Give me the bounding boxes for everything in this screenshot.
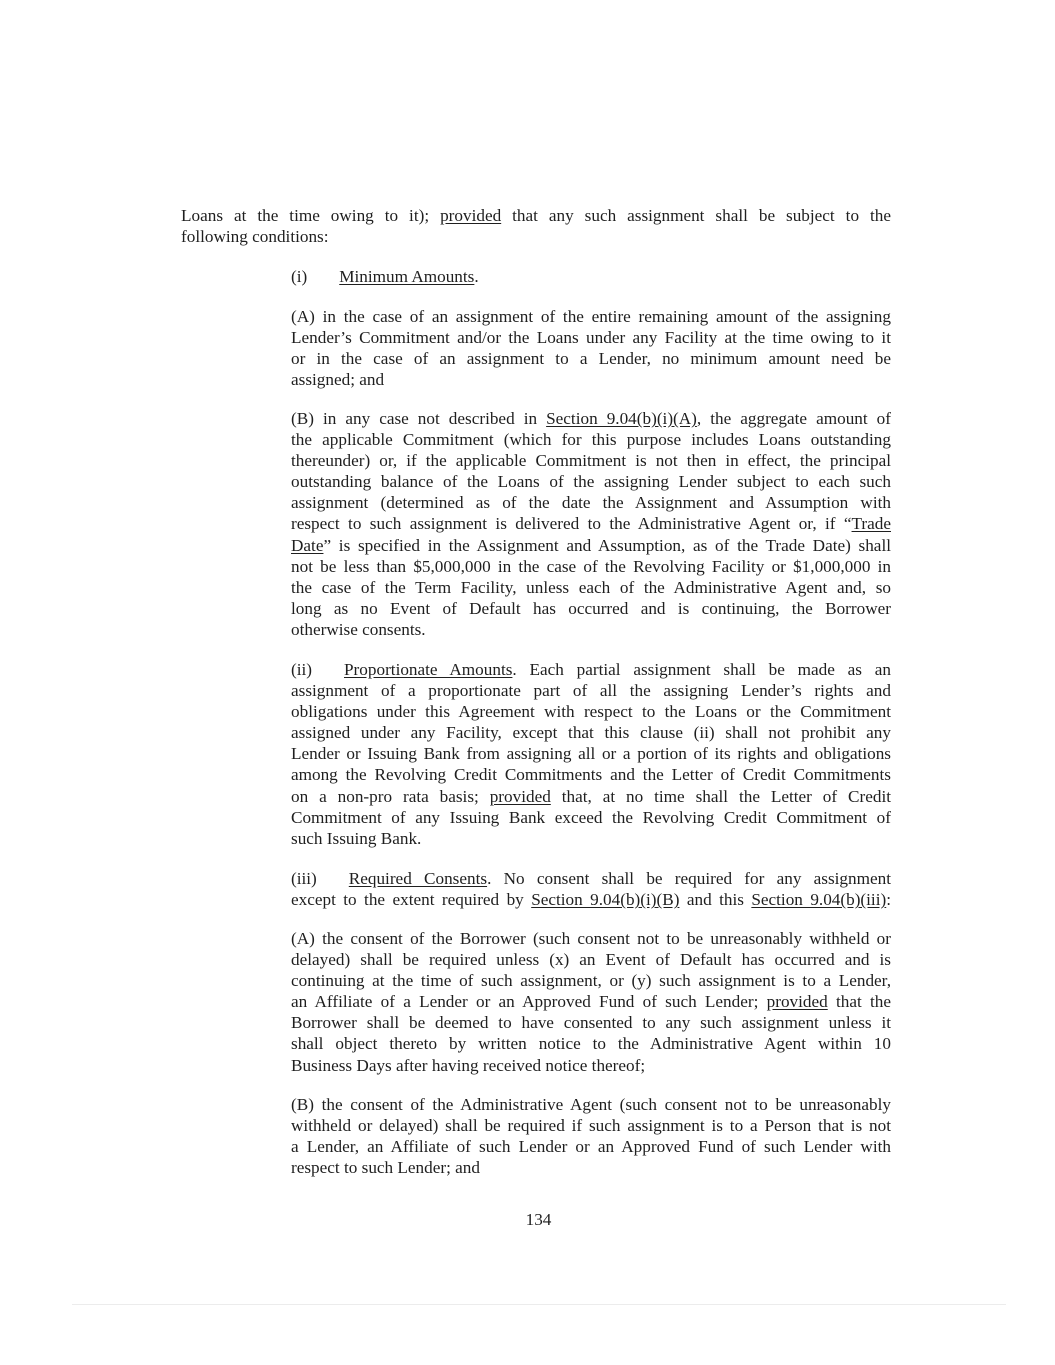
intro-paragraph	[181, 205, 891, 247]
section-ii-number: (ii)	[291, 660, 312, 679]
footer-divider	[72, 1304, 1006, 1305]
required-consents-paragraph-a: (A) the consent of the Borrower (such consent not to be unreasonably withheld or delayed) shall be required unless (x) an Event of Default has occurred and is continuing at the time of such assignment, or (y) such assignment is to a Lender, an Affiliate of a Lender or an Approved Fund of such Lender; provided that the Borrower shall be deemed to have consented to any such assignment unless it shall object thereto by written notice to the Administrative Agent within 10 Business Days after having received notice thereof;	[291, 929, 891, 1075]
trade-date-term: Trade	[851, 514, 891, 534]
provided-term: provided	[440, 206, 502, 225]
section-ii-paragraph: (ii) Proportionate Amounts. Each partial assignment shall be made as an assignment of a proportionate part of all the assigning Lender’s rights and obligations under this Agreement with respect to the Loans or the Commitment assigned under any Facility, except that this clause (ii) shall not prohibit any Lender or Issuing Bank from assigning all or a portion of its rights and obligations among the Revolving Credit Commitments and the Letter of Credit Commitments on a non-pro rata basis; provided that, at no time shall the Letter of Credit Commitment of any Issuing Bank exceed the Revolving Credit Commitment of such Issuing Bank.	[291, 660, 891, 848]
intro-line-2: following conditions:	[181, 227, 329, 247]
section-i-title: Minimum Amounts	[339, 267, 475, 286]
required-consents-paragraph-b: (B) the consent of the Administrative Agent (such consent not to be unreasonably withheld or delayed) shall be required if such assignment is to a Person that is not a Lender, an Affiliate of such Lender or an Approved Fund of such Lender with respect to such Lender; and	[291, 1095, 891, 1178]
provided-term: provided	[766, 992, 828, 1012]
section-ref-link[interactable]: Section 9.04(b)(i)(A)	[546, 409, 697, 428]
provided-term: provided	[489, 786, 551, 806]
section-i-number: (i)	[291, 267, 308, 286]
section-iii-title: Required Consents	[348, 869, 488, 888]
minimum-amounts-paragraph-b: (B) in any case not described in Section 9.04(b)(i)(A), the aggregate amount of the applicable Commitment (which for this purpose includes Loans outstanding thereunder) or, if the applicable Commitment is not then in effect, the principal outstanding balance of the Loans of the assigning Lender subject to each such assignment (determined as of the date the Assignment and Assumption with respect to such assignment is delivered to the Administrative Agent or, if “Trade Date” is specified in the Assignment and Assumption, as of the Trade Date) shall not be less than $5,000,000 in the case of the Revolving Facility or $1,000,000 in the case of the Term Facility, unless each of the Administrative Agent and, so long as no Event of Default has occurred and is continuing, the Borrower otherwise consents.	[291, 409, 892, 639]
section-ref-link[interactable]: Section 9.04(b)(iii)	[751, 890, 887, 910]
intro-line-1: Loans at the time owing to it); provided that any such assignment shall be subject to the	[181, 206, 891, 225]
section-iii-number: (iii)	[291, 869, 317, 888]
section-ref-link[interactable]: Section 9.04(b)(i)(B)	[531, 890, 680, 910]
section-iii-paragraph: (iii) Required Consents. No consent shall be required for any assignment except to the extent required by Section 9.04(b)(i)(B) and this Section 9.04(b)(iii):	[291, 869, 891, 910]
section-ii-title: Proportionate Amounts	[344, 660, 513, 679]
page-number: 134	[525, 1210, 552, 1229]
trade-date-term: Date	[291, 535, 324, 555]
minimum-amounts-paragraph-a: (A) in the case of an assignment of the entire remaining amount of the assigning Lender’s Commitment and/or the Loans under any Facility at the time owing to it or in the case of an assignment to a Lender, no minimum amount need be assigned; and	[291, 307, 891, 390]
section-i-heading: (i) Minimum Amounts.	[291, 267, 479, 286]
